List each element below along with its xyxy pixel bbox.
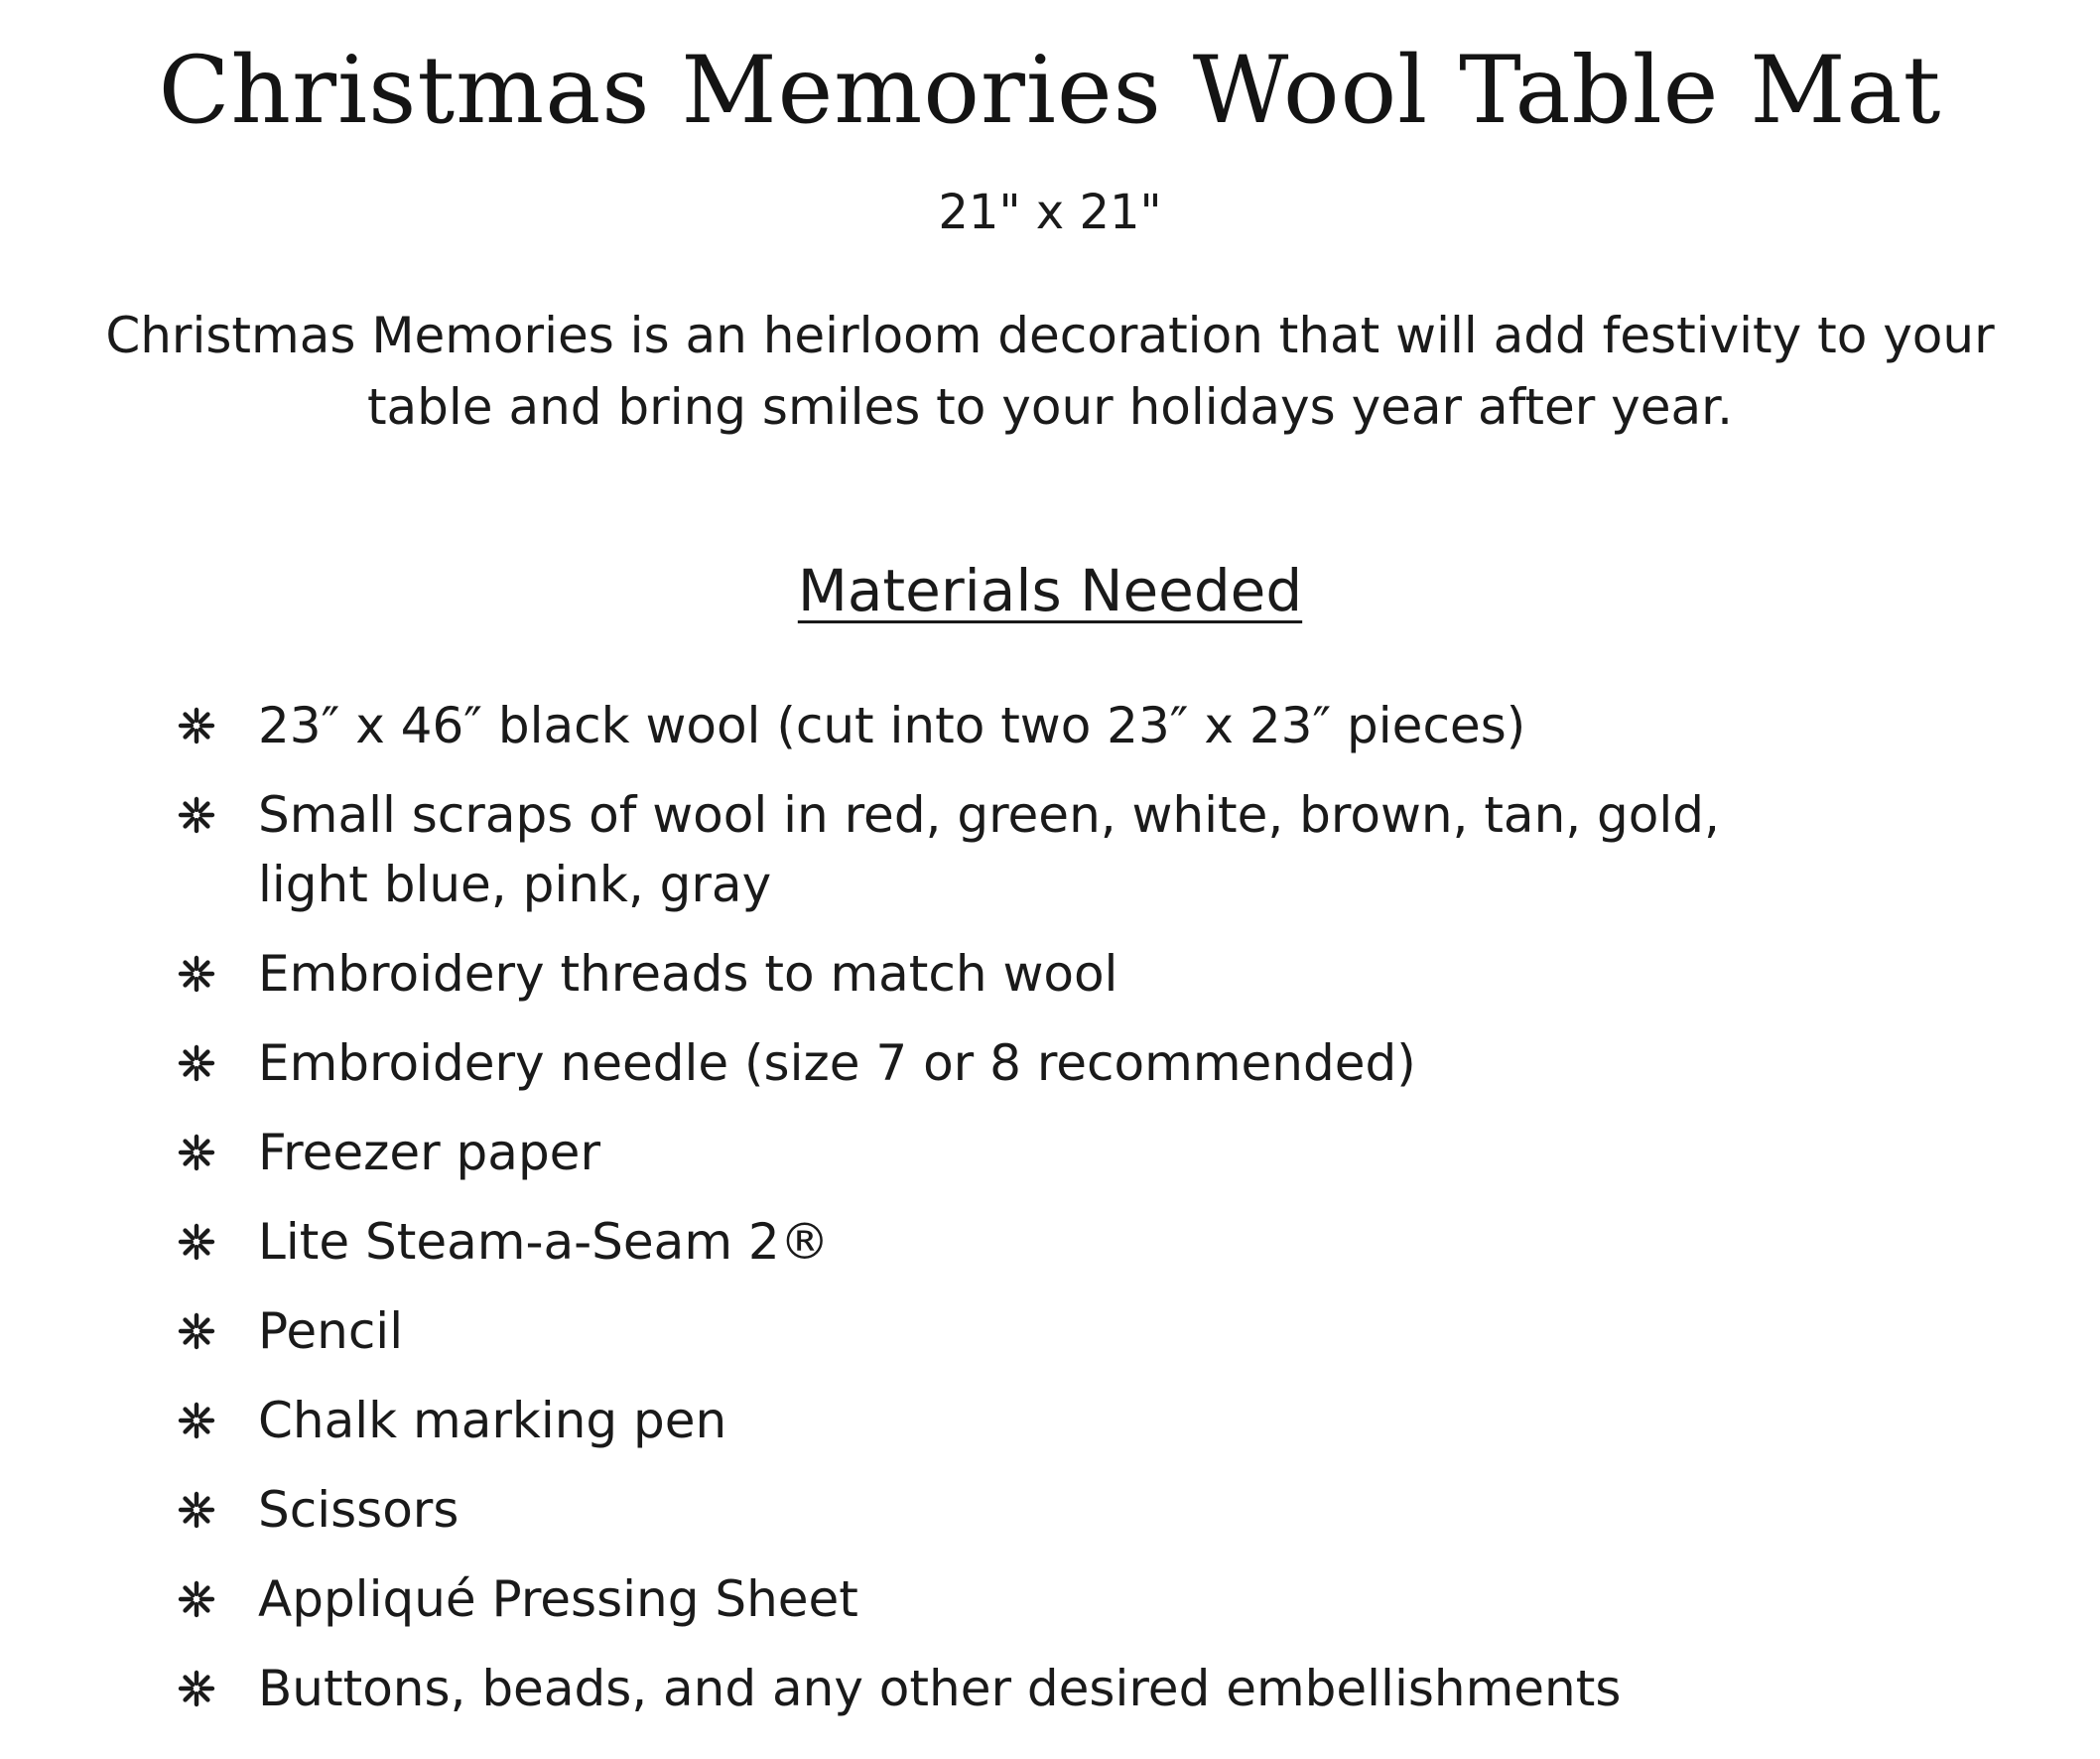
material-item-text: Small scraps of wool in red, green, white, brown, tan, gold, light blue, pink, gray [258,786,1720,913]
materials-list [177,691,2023,1743]
material-item [177,1207,2023,1277]
material-item [177,1296,2023,1366]
asterisk-star-icon [177,1386,258,1455]
material-item-text: Freezer paper [258,1124,600,1181]
material-item [177,1118,2023,1187]
material-item-text: Chalk marking pen [258,1392,727,1449]
material-item [177,780,2023,919]
material-item-text: Buttons, beads, and any other desired embellishments [258,1660,1622,1717]
material-item [177,939,2023,1009]
material-item-text: Pencil [258,1302,404,1360]
material-item [177,691,2023,760]
material-item-text: Embroidery threads to match wool [258,945,1118,1003]
material-item-text: Scissors [258,1481,459,1539]
material-item [177,1028,2023,1098]
asterisk-star-icon [177,1654,258,1723]
mat-dimensions: 21" x 21" [938,185,1162,240]
intro-paragraph: Christmas Memories is an heirloom decoration that will add festivity to your table and bring smiles to your holidays year after year. [105,307,1995,436]
asterisk-star-icon [177,1118,258,1187]
page-title: Christmas Memories Wool Table Mat [158,37,1942,145]
asterisk-star-icon [177,691,258,760]
asterisk-star-icon [177,780,258,850]
asterisk-star-icon [177,1564,258,1634]
asterisk-star-icon [177,1475,258,1545]
material-item-text: Embroidery needle (size 7 or 8 recommended) [258,1034,1416,1092]
material-item [177,1386,2023,1455]
asterisk-star-icon [177,1207,258,1277]
materials-heading: Materials Needed [797,557,1303,624]
material-item [177,1475,2023,1545]
material-item [177,1654,2023,1723]
material-item-text: Lite Steam-a-Seam 2® [258,1213,830,1271]
material-item-text: 23″ x 46″ black wool (cut into two 23″ x 23″ pieces) [258,697,1526,754]
material-item-text: Appliqué Pressing Sheet [258,1570,858,1628]
asterisk-star-icon [177,1028,258,1098]
asterisk-star-icon [177,939,258,1009]
material-item [177,1564,2023,1634]
asterisk-star-icon [177,1296,258,1366]
